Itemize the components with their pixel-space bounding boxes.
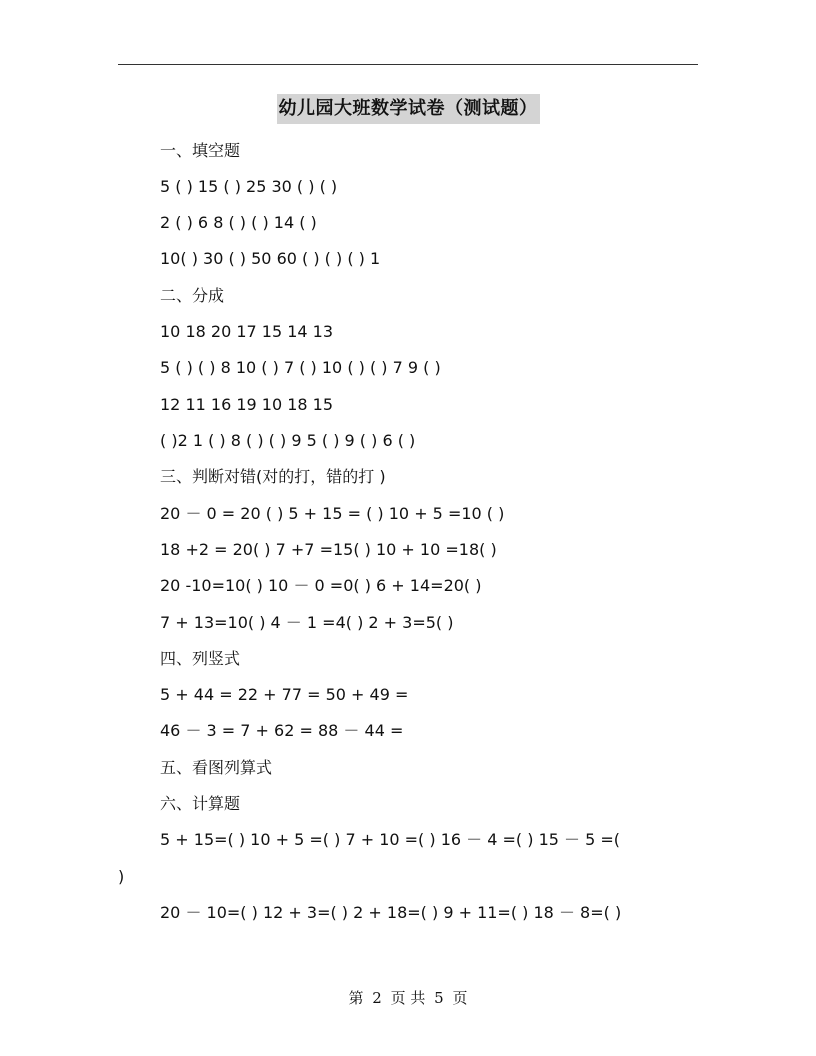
question-line: 7 + 13=10( ) 4 － 1 =4( ) 2 + 3=5( ) [160,613,454,632]
footer-prefix: 第 [348,989,364,1007]
question-line-continuation: ) [118,867,125,886]
section-heading-calculation: 六、计算题 [160,794,241,813]
section-heading-fill-in: 一、填空题 [160,141,241,160]
footer-current-page: 2 [372,989,382,1007]
question-line: 20 － 10=( ) 12 + 3=( ) 2 + 18=( ) 9 + 11=( ) 18 － 8=( ) [160,903,622,922]
question-line: 10( ) 30 ( ) 50 60 ( ) ( ) ( ) 1 [160,249,381,268]
header-rule [118,64,698,65]
question-line: 18 +2 = 20( ) 7 +7 =15( ) 10 + 10 =18( ) [160,540,497,559]
section-heading-vertical-calc: 四、列竖式 [160,649,241,668]
question-line: 5 ( ) 15 ( ) 25 30 ( ) ( ) [160,177,338,196]
title-container [0,94,816,124]
section-heading-decompose: 二、分成 [160,286,225,305]
question-line: 20 -10=10( ) 10 － 0 =0( ) 6 + 14=20( ) [160,576,482,595]
footer-total-pages: 5 [434,989,444,1007]
section-heading-picture-equation: 五、看图列算式 [160,758,273,777]
page-title: 幼儿园大班数学试卷（测试题） [277,94,540,124]
section-heading-true-false: 三、判断对错(对的打，错的打 ) [160,467,386,486]
footer-middle: 页 共 [390,989,426,1007]
question-line: 2 ( ) 6 8 ( ) ( ) 14 ( ) [160,213,317,232]
question-line: 12 11 16 19 10 18 15 [160,395,334,414]
question-line: 10 18 20 17 15 14 13 [160,322,334,341]
page-footer [0,987,816,1009]
question-line: 20 － 0 = 20 ( ) 5 + 15 = ( ) 10 + 5 =10 ( ) [160,504,505,523]
question-line: 5 + 15=( ) 10 + 5 =( ) 7 + 10 =( ) 16 － 4 =( ) 15 － 5 =( [160,830,621,849]
question-line: 5 ( ) ( ) 8 10 ( ) 7 ( ) 10 ( ) ( ) 7 9 ( ) [160,358,441,377]
question-line: 46 － 3 = 7 + 62 = 88 － 44 = [160,721,404,740]
question-line: 5 + 44 = 22 + 77 = 50 + 49 = [160,685,409,704]
question-line: ( )2 1 ( ) 8 ( ) ( ) 9 5 ( ) 9 ( ) 6 ( ) [160,431,416,450]
footer-suffix: 页 [452,989,468,1007]
